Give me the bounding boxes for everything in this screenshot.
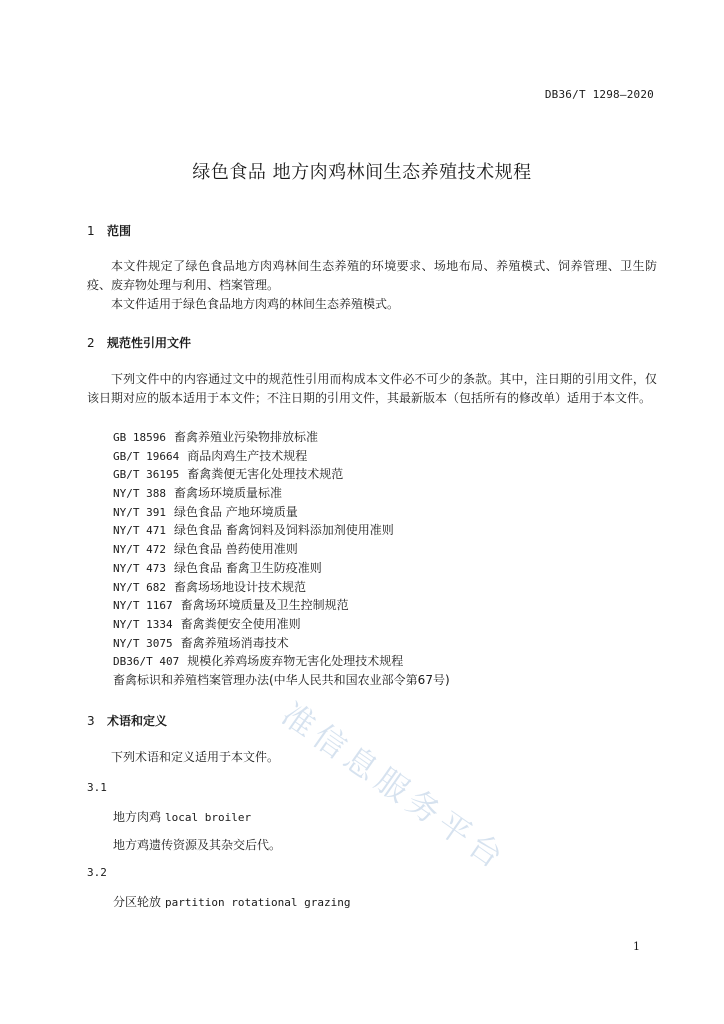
reference-code: NY/T 1167: [113, 599, 173, 613]
reference-title: 商品肉鸡生产技术规程: [187, 448, 308, 463]
reference-code: GB/T 36195: [113, 468, 180, 482]
section-3-heading: [87, 712, 167, 729]
reference-title: 畜禽养殖场消毒技术: [180, 635, 289, 650]
term-definition: 地方鸡遗传资源及其杂交后代。: [113, 838, 282, 852]
section-title: 范围: [107, 224, 132, 238]
reference-item: [113, 465, 450, 484]
clause-number: 3.1: [87, 781, 107, 794]
reference-code: GB/T 19664: [113, 449, 180, 463]
reference-title: 畜禽场环境质量标准: [173, 486, 282, 501]
reference-item: [113, 521, 450, 540]
reference-title: 绿色食品 畜禽卫生防疫准则: [173, 560, 322, 575]
term-chinese: 地方肉鸡: [113, 810, 162, 824]
page-number: 1: [633, 940, 640, 953]
paragraph: 本文件适用于绿色食品地方肉鸡的林间生态养殖模式。: [111, 297, 400, 311]
reference-code: NY/T 472: [113, 543, 166, 557]
standard-code: DB36/T 1298—2020: [544, 88, 654, 101]
reference-title: 畜禽场环境质量及卫生控制规范: [180, 598, 349, 613]
reference-item: [113, 615, 450, 634]
reference-list: [113, 428, 450, 690]
reference-code: NY/T 1334: [113, 617, 173, 631]
reference-item: [113, 484, 450, 503]
section-title: 术语和定义: [107, 714, 168, 728]
reference-title: 畜禽粪便无害化处理技术规范: [187, 467, 344, 482]
reference-title: 绿色食品 兽药使用准则: [173, 542, 298, 557]
reference-item: [113, 428, 450, 447]
reference-code: NY/T 388: [113, 487, 166, 501]
reference-code: NY/T 682: [113, 580, 166, 594]
reference-title: 畜禽场场地设计技术规范: [173, 579, 306, 594]
section-number: 1: [87, 224, 95, 238]
reference-title: 绿色食品 产地环境质量: [173, 504, 298, 519]
reference-item: [113, 596, 450, 615]
section-number: 3: [87, 714, 95, 728]
reference-code: NY/T 473: [113, 561, 166, 575]
reference-code: NY/T 471: [113, 524, 166, 538]
reference-item: [113, 634, 450, 653]
clause-number: 3.2: [87, 866, 107, 879]
reference-title: 畜禽标识和养殖档案管理办法(中华人民共和国农业部令第67号): [113, 672, 450, 687]
reference-code: DB36/T 407: [113, 655, 180, 669]
reference-item: [113, 447, 450, 466]
section-2-heading: [87, 334, 191, 351]
paragraph: 下列术语和定义适用于本文件。: [111, 750, 280, 764]
paragraph: 本文件规定了绿色食品地方肉鸡林间生态养殖的环境要求、场地布局、养殖模式、饲养管理、卫生防疫、废弃物处理与利用、档案管理。: [87, 259, 657, 292]
reference-item: [113, 559, 450, 578]
section-1-heading: [87, 222, 131, 239]
reference-title: 规模化养鸡场废弃物无害化处理技术规程: [187, 654, 404, 669]
reference-title: 绿色食品 畜禽饲料及饲料添加剂使用准则: [173, 523, 394, 538]
reference-title: 畜禽养殖业污染物排放标准: [173, 430, 318, 444]
reference-item: [113, 652, 450, 671]
watermark: 准信息服务平台: [274, 694, 515, 879]
term-entry: [113, 808, 251, 825]
reference-title: 畜禽粪便安全使用准则: [180, 616, 301, 631]
reference-code: GB 18596: [113, 431, 166, 444]
section-number: 2: [87, 336, 95, 350]
paragraph: 下列文件中的内容通过文中的规范性引用而构成本文件必不可少的条款。其中，注日期的引用文件，仅该日期对应的版本适用于本文件；不注日期的引用文件，其最新版本（包括所有的修改单）适用于本文件。: [87, 372, 657, 405]
reference-item: [113, 671, 450, 690]
term-english: partition rotational grazing: [165, 896, 351, 909]
reference-item: [113, 578, 450, 597]
term-entry: [113, 893, 350, 910]
reference-code: NY/T 3075: [113, 636, 173, 650]
reference-item: [113, 540, 450, 559]
term-chinese: 分区轮放: [113, 895, 162, 909]
section-title: 规范性引用文件: [107, 336, 192, 350]
document-title: 绿色食品 地方肉鸡林间生态养殖技术规程: [192, 162, 532, 183]
reference-code: NY/T 391: [113, 505, 166, 519]
term-english: local broiler: [165, 811, 252, 824]
reference-item: [113, 503, 450, 522]
